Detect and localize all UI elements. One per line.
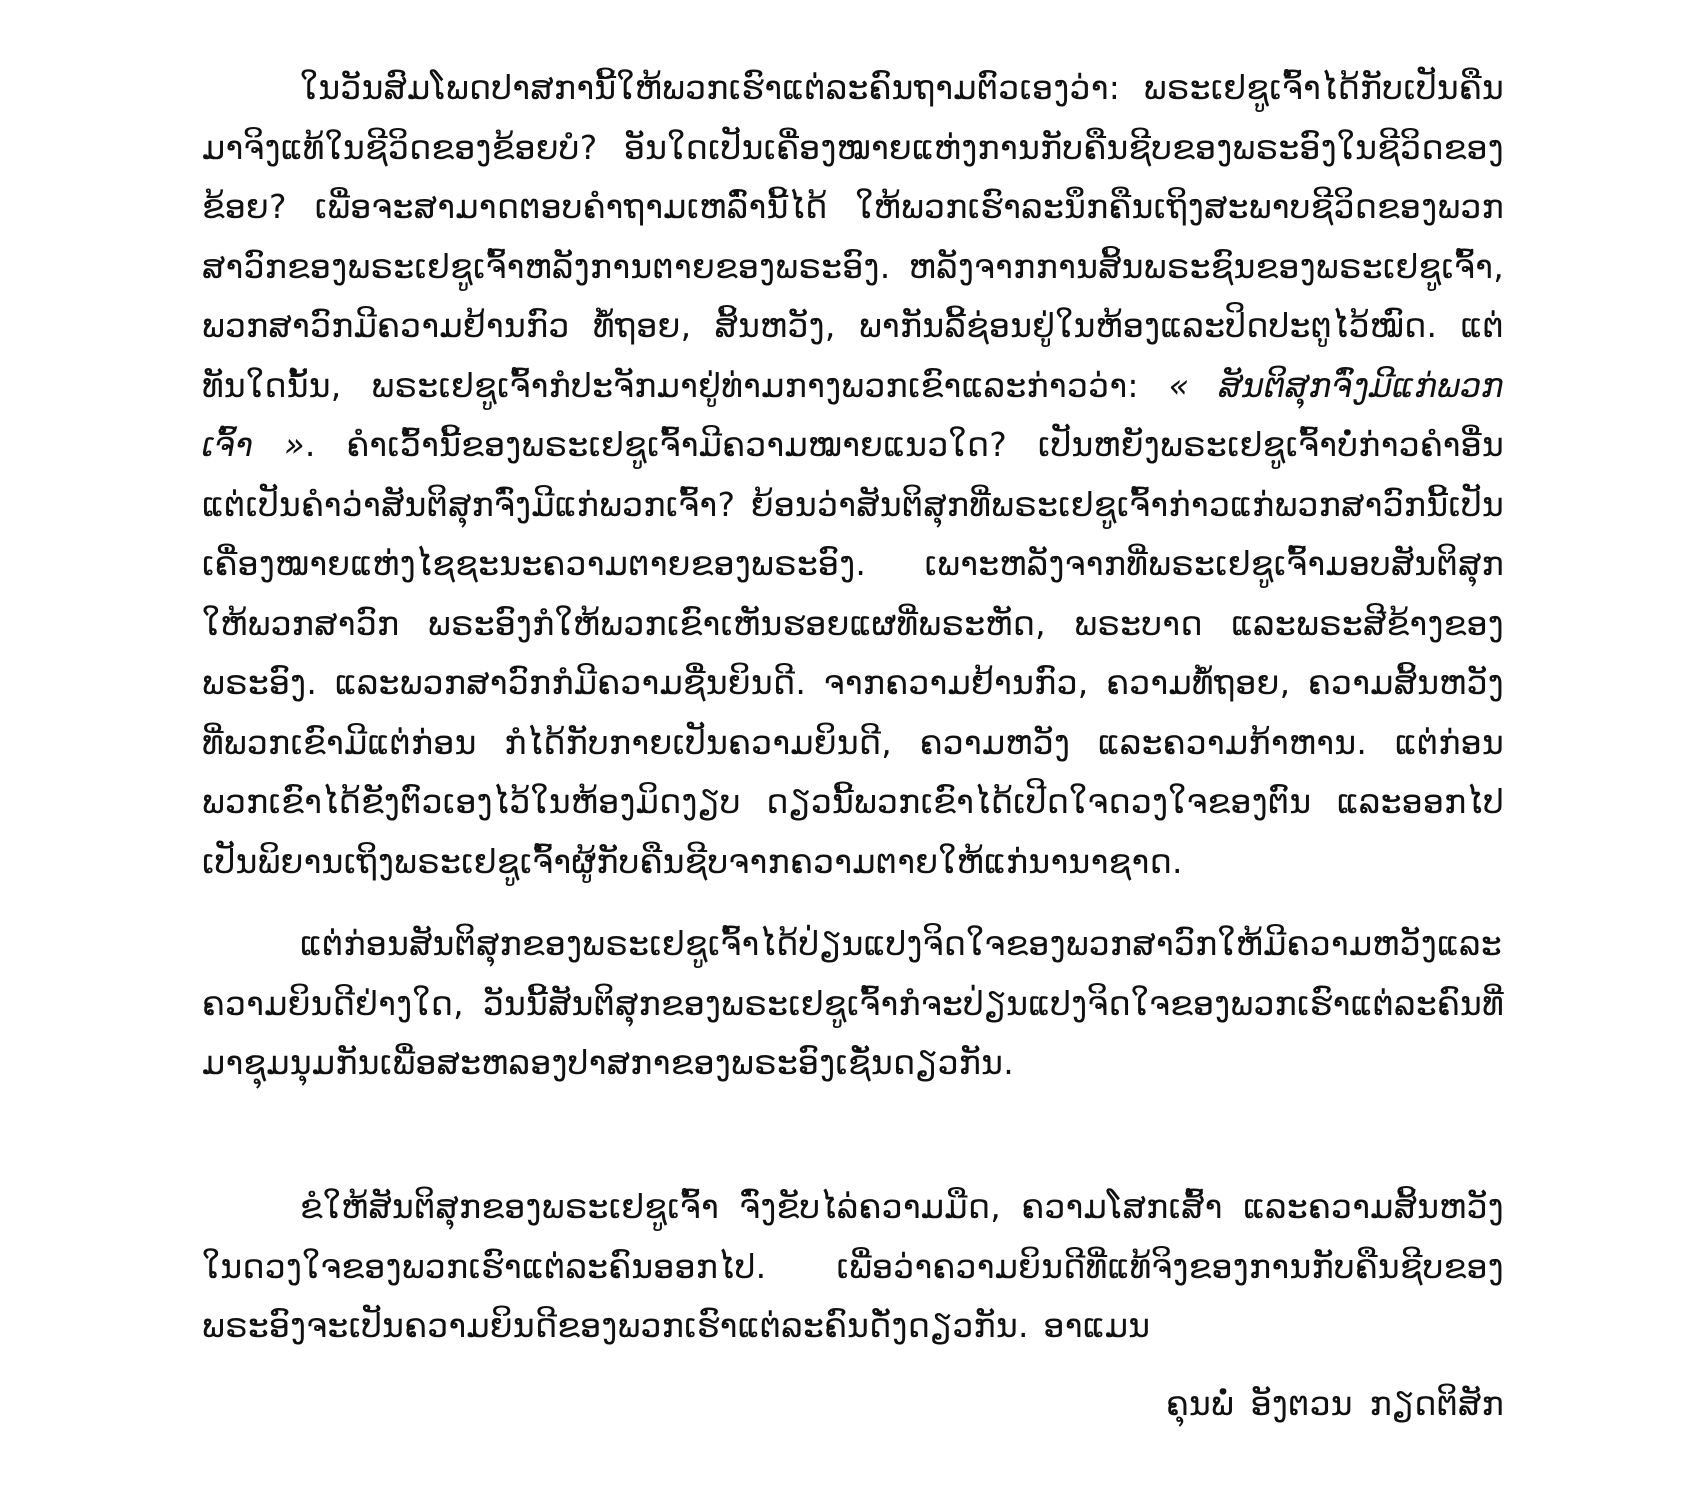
paragraph-2 <box>202 914 1504 1093</box>
paragraph-1-part-2: . ຄຳເວົ້ານີ້ຂອງພຣະເຢຊູເຈົ້າມີຄວາມໝາຍແນວໃດ? ເປັນຫຍັງພຣະເຢຊູເຈົ້າບໍ່ກ່າວຄຳອື່ນ ແຕ່ເປັນຄຳວ່າສັນຕິສຸກຈົ່ງມີແກ່ພວກເຈົ້າ? ຍ້ອນວ່າສັນຕິສຸກທີ່ພຣະເຢຊູເຈົ້າກ່າວແກ່ພວກສາວົກນີ້ເປັນເຄື່ອງໝາຍແຫ່ງໄຊຊະນະຄວາມຕາຍຂອງພຣະອົງ. ເພາະຫລັງຈາກທີ່ພຣະເຢຊູເຈົ້າມອບສັນຕິສຸກໃຫ້ພວກສາວົກ ພຣະອົງກໍໃຫ້ພວກເຂົາເຫັນຮອຍແຜທີ່ພຣະຫັດ, ພຣະບາດ ແລະພຣະສີຂ້າງຂອງພຣະອົງ. ແລະພວກສາວົກກໍມີຄວາມຊື່ນຍິນດີ. ຈາກຄວາມຢ້ານກົວ, ຄວາມທໍ້ຖອຍ, ຄວາມສິ້ນຫວັງທີ່ພວກເຂົາມີແຕ່ກ່ອນ ກໍໄດ້ກັບກາຍເປັນຄວາມຍິນດີ, ຄວາມຫວັງ ແລະຄວາມກ້າຫານ. ແຕ່ກ່ອນພວກເຂົາໄດ້ຂັງຕົວເອງໄວ້ໃນຫ້ອງມິດງຽບ ດຽວນີ້ພວກເຂົາໄດ້ເປີດໃຈດວງໃຈຂອງຕົນ ແລະອອກໄປເປັນພິຍານເຖິງພຣະເຢຊູເຈົ້າຜູ້ກັບຄືນຊີບຈາກຄວາມຕາຍໃຫ້ແກ່ນານາຊາດ. <box>202 425 1504 881</box>
paragraph-1-body <box>202 58 1504 891</box>
paragraph-1-part-1: ໃນວັນສົມໂພດປາສການີ້ໃຫ້ພວກເຮົາແຕ່ລະຄົນຖາມຕົວເອງວ່າ: ພຣະເຢຊູເຈົ້າໄດ້ກັບເປັນຄືນມາຈິງແທ້ໃນຊີວິດຂອງຂ້ອຍບໍ? ອັນໃດເປັນເຄື່ອງໝາຍແຫ່ງການກັບຄືນຊີບຂອງພຣະອົງໃນຊີວິດຂອງຂ້ອຍ? ເພື່ອຈະສາມາດຕອບຄຳຖາມເຫລົ່ານີ້ໄດ້ ໃຫ້ພວກເຮົາລະນຶກຄືນເຖິງສະພາບຊີວິດຂອງພວກສາວົກຂອງພຣະເຢຊູເຈົ້າຫລັງການຕາຍຂອງພຣະອົງ. ຫລັງຈາກການສິ້ນພຣະຊົນຂອງພຣະເຢຊູເຈົ້າ, ພວກສາວົກມີຄວາມຢ້ານກົວ ທໍ້ຖອຍ, ສິ້ນຫວັງ, ພາກັນລີ້ຊ່ອນຢູ່ໃນຫ້ອງແລະປິດປະຕູໄວ້ໝົດ. ແຕ່ທັນໃດນັ້ນ, ພຣະເຢຊູເຈົ້າກໍປະຈັກມາຢູ່ທ່າມກາງພວກເຂົາແລະກ່າວວ່າ: <box>202 68 1504 405</box>
paragraph-3-body: ຂໍໃຫ້ສັນຕິສຸກຂອງພຣະເຢຊູເຈົ້າ ຈົ່ງຂັບໄລ່ຄວາມມືດ, ຄວາມໂສກເສົ້າ ແລະຄວາມສິ້ນຫວັງໃນດວງໃຈຂອງພວກເຮົາແຕ່ລະຄົນອອກໄປ. ເພື່ອວ່າຄວາມຍິນດີທີ່ແທ້ຈິງຂອງການກັບຄືນຊີບຂອງພຣະອົງຈະເປັນຄວາມຍິນດີຂອງພວກເຮົາແຕ່ລະຄົນດັ່ງດຽວກັນ. ອາແມນ <box>202 1187 1504 1345</box>
paragraph-2-body: ແຕ່ກ່ອນສັນຕິສຸກຂອງພຣະເຢຊູເຈົ້າໄດ້ປ່ຽນແປງຈິດໃຈຂອງພວກສາວົກໃຫ້ມີຄວາມຫວັງແລະຄວາມຍິນດີຢ່າງໃດ, ວັນນີ້ສັນຕິສຸກຂອງພຣະເຢຊູເຈົ້າກໍຈະປ່ຽນແປງຈິດໃຈຂອງພວກເຮົາແຕ່ລະຄົນທີ່ມາຊຸມນຸມກັນເພື່ອສະຫລອງປາສກາຂອງພຣະອົງເຊັ່ນດຽວກັນ. <box>202 924 1504 1082</box>
peace-quote: « ສັນຕິສຸກຈົ່ງມີແກ່ພວກເຈົ້າ » <box>202 365 1504 464</box>
paragraph-3 <box>202 1177 1504 1356</box>
paragraph-1 <box>202 58 1504 891</box>
author-signature: ຄຸນພໍ່ ອັງຕວນ ກຽດຕິສັກ <box>1165 1384 1504 1423</box>
